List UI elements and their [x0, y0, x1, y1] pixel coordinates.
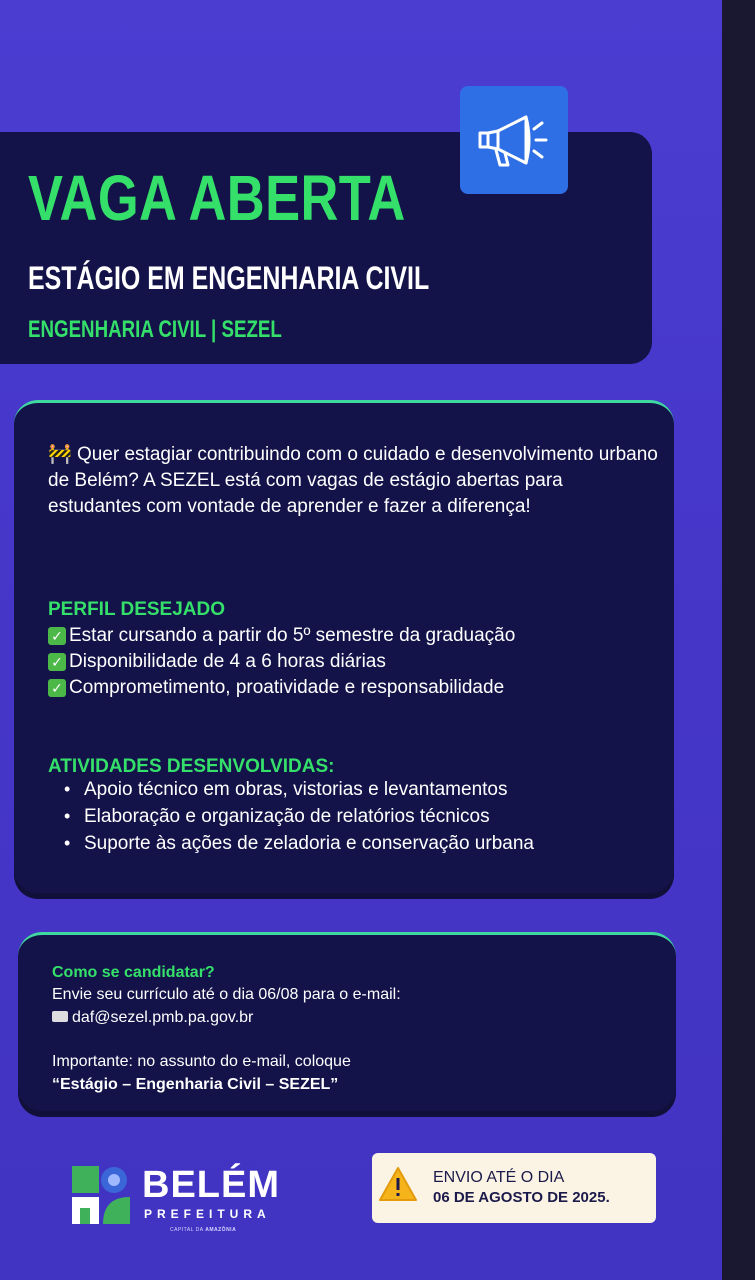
brand-name: BELÉM [142, 1164, 280, 1206]
apply-email-row [52, 1007, 652, 1029]
checkmark-icon: ✓ [48, 627, 66, 645]
warning-icon [378, 1166, 418, 1202]
list-item: ✓ Estar cursando a partir do 5º semestre da graduação [48, 623, 515, 649]
perfil-title: PERFIL DESEJADO [48, 599, 226, 620]
atividades-title: ATIVIDADES DESENVOLVIDAS: [48, 756, 335, 777]
envelope-icon [52, 1011, 68, 1022]
list-item: • Apoio técnico em obras, vistorias e levantamentos [64, 776, 534, 803]
belem-logo [72, 1166, 130, 1224]
brand-sub: PREFEITURA [144, 1207, 271, 1221]
page-title: VAGA ABERTA [28, 162, 406, 234]
checkmark-icon: ✓ [48, 653, 66, 671]
intro-text [48, 442, 658, 520]
email-address[interactable]: daf@sezel.pmb.pa.gov.br [72, 1009, 254, 1026]
department-tagline: ENGENHARIA CIVIL | SEZEL [28, 316, 282, 343]
list-item: ✓ Disponibilidade de 4 a 6 horas diárias [48, 649, 515, 675]
deadline-date: 06 DE AGOSTO DE 2025. [433, 1189, 610, 1206]
perfil-list [48, 623, 515, 701]
construction-icon: 🚧 [48, 444, 72, 465]
brand-tagline: CAPITAL DA AMAZÔNIA [170, 1227, 237, 1233]
list-item: • Elaboração e organização de relatórios técnicos [64, 803, 534, 830]
checkmark-icon: ✓ [48, 679, 66, 697]
list-item: • Suporte às ações de zeladoria e conservação urbana [64, 830, 534, 857]
dark-edge [722, 0, 755, 1280]
atividades-list [64, 776, 534, 857]
apply-subject: “Estágio – Engenharia Civil – SEZEL” [52, 1076, 339, 1093]
apply-note: Importante: no assunto do e-mail, coloque [52, 1053, 351, 1070]
intro-body: Quer estagiar contribuindo com o cuidado e desenvolvimento urbano de Belém? A SEZEL está com vagas de estágio abertas para estudantes com vontade de aprender e fazer a diferença! [48, 444, 658, 517]
page-subtitle: ESTÁGIO EM ENGENHARIA CIVIL [28, 260, 430, 296]
megaphone-icon [460, 86, 568, 194]
list-item: ✓ Comprometimento, proatividade e responsabilidade [48, 675, 515, 701]
deadline-label: ENVIO ATÉ O DIA [433, 1169, 565, 1186]
apply-title: Como se candidatar? [52, 964, 215, 981]
apply-instructions: Envie seu currículo até o dia 06/08 para o e-mail: [52, 986, 401, 1003]
